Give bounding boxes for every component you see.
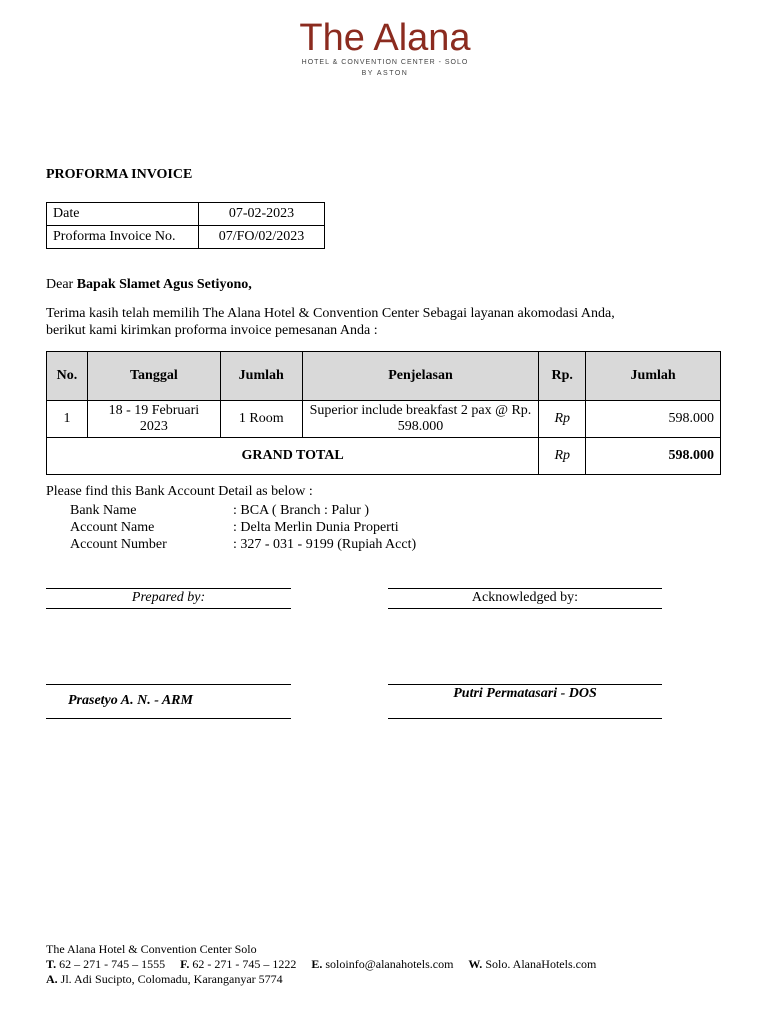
- intro-paragraph: [46, 305, 726, 339]
- footer-web-prefix: W.: [468, 957, 483, 971]
- logo-name: The Alana: [299, 17, 471, 59]
- grand-total-row: [47, 438, 721, 475]
- acknowledged-bottom-line: [388, 718, 662, 719]
- table-row: [47, 401, 721, 438]
- bank-name-row: [70, 502, 416, 519]
- invoice-no-value: 07/FO/02/2023: [199, 226, 325, 249]
- footer-contacts: [46, 957, 596, 972]
- grand-total-amount: 598.000: [586, 438, 721, 475]
- header-jumlah-amount: Jumlah: [586, 352, 721, 401]
- acknowledged-top-line: [388, 588, 662, 589]
- account-number-value: : 327 - 031 - 9199 (Rupiah Acct): [233, 537, 417, 552]
- date-row: [47, 203, 325, 226]
- footer-address-prefix: A.: [46, 972, 58, 986]
- invoice-info-table: [46, 202, 325, 249]
- prepared-label-line: [46, 608, 291, 609]
- footer-email-prefix: E.: [311, 957, 323, 971]
- footer-address: Jl. Adi Sucipto, Colomadu, Karanganyar 5774: [60, 972, 283, 986]
- prepared-sign-line: [46, 684, 291, 685]
- logo-by: BY ASTON: [361, 70, 409, 77]
- invoice-no-row: [47, 226, 325, 249]
- acknowledged-by-label: Acknowledged by:: [471, 590, 579, 605]
- hotel-logo: [270, 18, 500, 77]
- recipient-name: Bapak Slamet Agus Setiyono,: [76, 277, 252, 292]
- acknowledged-sign-line: [388, 684, 662, 685]
- account-number-row: [70, 536, 416, 553]
- footer: [46, 942, 596, 987]
- bank-intro: Please find this Bank Account Detail as below :: [46, 484, 313, 499]
- invoice-no-label: Proforma Invoice No.: [47, 226, 199, 249]
- date-value: 07-02-2023: [199, 203, 325, 226]
- table-header-row: [47, 352, 721, 401]
- footer-fax: 62 - 271 - 745 – 1222: [192, 957, 297, 971]
- header-penjelasan: Penjelasan: [302, 352, 539, 401]
- account-name-label: Account Name: [70, 520, 155, 535]
- bank-name-value: : BCA ( Branch : Palur ): [233, 503, 370, 518]
- bank-name-label: Bank Name: [70, 503, 137, 518]
- intro-line-1: Terima kasih telah memilih The Alana Hotel & Convention Center Sebagai layanan akomodasi Anda,: [46, 306, 615, 321]
- row-currency: Rp: [539, 401, 586, 438]
- acknowledged-label-line: [388, 608, 662, 609]
- row-jumlah: 1 Room: [220, 401, 302, 438]
- footer-web[interactable]: Solo. AlanaHotels.com: [485, 957, 597, 971]
- prepared-by-label: Prepared by:: [131, 590, 206, 605]
- header-no: No.: [47, 352, 88, 401]
- account-name-row: [70, 519, 416, 536]
- greeting: [46, 277, 252, 293]
- footer-company: The Alana Hotel & Convention Center Solo: [46, 942, 257, 956]
- intro-line-2: berikut kami kirimkan proforma invoice pemesanan Anda :: [46, 323, 378, 338]
- logo-subtitle: HOTEL & CONVENTION CENTER - SOLO: [301, 59, 469, 66]
- footer-fax-prefix: F.: [180, 957, 190, 971]
- greeting-prefix: Dear: [46, 277, 77, 292]
- account-number-label: Account Number: [70, 537, 167, 552]
- bank-details: [70, 502, 416, 553]
- header-jumlah: Jumlah: [220, 352, 302, 401]
- prepared-bottom-line: [46, 718, 291, 719]
- acknowledged-name: Putri Permatasari - DOS: [453, 686, 597, 701]
- footer-phone-prefix: T.: [46, 957, 57, 971]
- footer-email[interactable]: soloinfo@alanahotels.com: [325, 957, 454, 971]
- row-penjelasan: Superior include breakfast 2 pax @ Rp. 598.000: [302, 401, 539, 438]
- row-no: 1: [47, 401, 88, 438]
- footer-phone: 62 – 271 - 745 – 1555: [59, 957, 166, 971]
- header-tanggal: Tanggal: [87, 352, 220, 401]
- header-rp: Rp.: [539, 352, 586, 401]
- date-label: Date: [47, 203, 199, 226]
- grand-total-label: GRAND TOTAL: [47, 438, 539, 475]
- prepared-top-line: [46, 588, 291, 589]
- row-tanggal: 18 - 19 Februari 2023: [87, 401, 220, 438]
- account-name-value: : Delta Merlin Dunia Properti: [233, 520, 399, 535]
- document-title: PROFORMA INVOICE: [46, 167, 193, 182]
- prepared-name: Prasetyo A. N. - ARM: [68, 693, 193, 708]
- footer-address-row: [46, 972, 596, 987]
- grand-total-currency: Rp: [539, 438, 586, 475]
- items-table: [46, 351, 721, 475]
- row-amount: 598.000: [586, 401, 721, 438]
